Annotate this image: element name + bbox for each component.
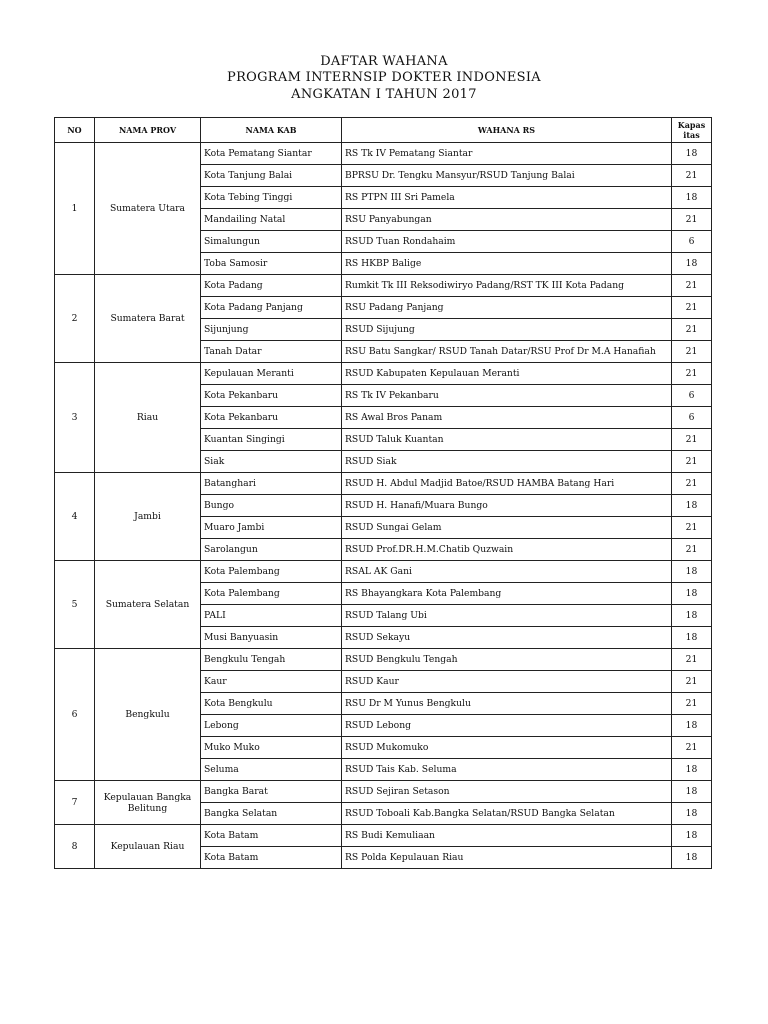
table-row <box>55 781 712 803</box>
cell-kabupaten: Bangka Selatan <box>201 803 342 825</box>
cell-province: Sumatera Selatan <box>95 561 201 649</box>
cell-kabupaten: Simalungun <box>201 231 342 253</box>
cell-kapasitas: 18 <box>672 825 712 847</box>
cell-wahana-rs: RSU Dr M Yunus Bengkulu <box>342 693 672 715</box>
cell-kabupaten: Kota Pekanbaru <box>201 407 342 429</box>
table-row <box>55 649 712 671</box>
cell-kapasitas: 18 <box>672 253 712 275</box>
cell-wahana-rs: RSU Batu Sangkar/ RSUD Tanah Datar/RSU Prof Dr M.A Hanafiah <box>342 341 672 363</box>
cell-no: 2 <box>55 275 95 363</box>
cell-wahana-rs: RSUD Mukomuko <box>342 737 672 759</box>
cell-kabupaten: Kota Tanjung Balai <box>201 165 342 187</box>
cell-no: 7 <box>55 781 95 825</box>
column-header-no: NO <box>55 118 95 143</box>
cell-kapasitas: 6 <box>672 385 712 407</box>
cell-kapasitas: 21 <box>672 275 712 297</box>
cell-province: Kepulauan Riau <box>95 825 201 869</box>
cell-kabupaten: Muko Muko <box>201 737 342 759</box>
cell-kapasitas: 21 <box>672 363 712 385</box>
column-header-rs: WAHANA RS <box>342 118 672 143</box>
cell-kapasitas: 18 <box>672 583 712 605</box>
table-body <box>55 143 712 869</box>
cell-kapasitas: 18 <box>672 847 712 869</box>
cell-kabupaten: Kota Palembang <box>201 583 342 605</box>
cell-kapasitas: 21 <box>672 341 712 363</box>
cell-wahana-rs: RSUD Sekayu <box>342 627 672 649</box>
cell-kabupaten: Lebong <box>201 715 342 737</box>
document-subtitle: PROGRAM INTERNSIP DOKTER INDONESIA <box>227 70 541 85</box>
cell-wahana-rs: RS Polda Kepulauan Riau <box>342 847 672 869</box>
cell-wahana-rs: RSUD Tais Kab. Seluma <box>342 759 672 781</box>
cell-wahana-rs: RSU Panyabungan <box>342 209 672 231</box>
cell-kapasitas: 21 <box>672 473 712 495</box>
cell-kabupaten: Kota Batam <box>201 847 342 869</box>
cell-kapasitas: 21 <box>672 451 712 473</box>
cell-kapasitas: 18 <box>672 561 712 583</box>
table-row <box>55 143 712 165</box>
column-header-kapasitas: Kapas itas <box>672 118 712 143</box>
cell-kabupaten: Bengkulu Tengah <box>201 649 342 671</box>
cell-wahana-rs: RSUD Kaur <box>342 671 672 693</box>
table-row <box>55 275 712 297</box>
cell-wahana-rs: RS Budi Kemuliaan <box>342 825 672 847</box>
cell-kabupaten: Kota Pekanbaru <box>201 385 342 407</box>
cell-wahana-rs: RSUD H. Abdul Madjid Batoe/RSUD HAMBA Batang Hari <box>342 473 672 495</box>
cell-kabupaten: Muaro Jambi <box>201 517 342 539</box>
cell-wahana-rs: RSU Padang Panjang <box>342 297 672 319</box>
cell-wahana-rs: RS Tk IV Pematang Siantar <box>342 143 672 165</box>
cell-kapasitas: 18 <box>672 187 712 209</box>
cell-kabupaten: Kaur <box>201 671 342 693</box>
cell-province: Sumatera Utara <box>95 143 201 275</box>
cell-kabupaten: Kota Palembang <box>201 561 342 583</box>
cell-kapasitas: 18 <box>672 495 712 517</box>
cell-kapasitas: 18 <box>672 715 712 737</box>
cell-wahana-rs: RSUD Sijujung <box>342 319 672 341</box>
cell-wahana-rs: RSUD Talang Ubi <box>342 605 672 627</box>
cell-kabupaten: PALI <box>201 605 342 627</box>
cell-kabupaten: Musi Banyuasin <box>201 627 342 649</box>
cell-wahana-rs: RSUD Bengkulu Tengah <box>342 649 672 671</box>
cell-kabupaten: Kota Padang <box>201 275 342 297</box>
cell-province: Sumatera Barat <box>95 275 201 363</box>
cell-wahana-rs: RSAL AK Gani <box>342 561 672 583</box>
cell-kabupaten: Kota Padang Panjang <box>201 297 342 319</box>
cell-kapasitas: 18 <box>672 781 712 803</box>
cell-province: Riau <box>95 363 201 473</box>
cell-wahana-rs: RSUD Sungai Gelam <box>342 517 672 539</box>
cell-wahana-rs: Rumkit Tk III Reksodiwiryo Padang/RST TK III Kota Padang <box>342 275 672 297</box>
cell-kabupaten: Batanghari <box>201 473 342 495</box>
cell-wahana-rs: RSUD H. Hanafi/Muara Bungo <box>342 495 672 517</box>
cell-kapasitas: 21 <box>672 209 712 231</box>
cell-kabupaten: Sarolangun <box>201 539 342 561</box>
cell-kabupaten: Kota Pematang Siantar <box>201 143 342 165</box>
cell-wahana-rs: RS Tk IV Pekanbaru <box>342 385 672 407</box>
cell-no: 4 <box>55 473 95 561</box>
cell-kabupaten: Mandailing Natal <box>201 209 342 231</box>
cell-kabupaten: Sijunjung <box>201 319 342 341</box>
table-row <box>55 561 712 583</box>
cell-kabupaten: Bungo <box>201 495 342 517</box>
table-header-row <box>55 118 712 143</box>
table-row <box>55 363 712 385</box>
cell-no: 1 <box>55 143 95 275</box>
cell-kapasitas: 18 <box>672 627 712 649</box>
cell-kabupaten: Tanah Datar <box>201 341 342 363</box>
table-row <box>55 825 712 847</box>
cell-no: 3 <box>55 363 95 473</box>
cell-kabupaten: Kota Batam <box>201 825 342 847</box>
cell-wahana-rs: RSUD Siak <box>342 451 672 473</box>
cell-wahana-rs: RS Awal Bros Panam <box>342 407 672 429</box>
cell-kapasitas: 18 <box>672 803 712 825</box>
document-title: DAFTAR WAHANA <box>320 54 448 69</box>
cell-wahana-rs: RSUD Taluk Kuantan <box>342 429 672 451</box>
cell-kapasitas: 21 <box>672 671 712 693</box>
cell-wahana-rs: BPRSU Dr. Tengku Mansyur/RSUD Tanjung Balai <box>342 165 672 187</box>
cell-wahana-rs: RSUD Prof.DR.H.M.Chatib Quzwain <box>342 539 672 561</box>
cell-wahana-rs: RSUD Tuan Rondahaim <box>342 231 672 253</box>
cell-kapasitas: 6 <box>672 407 712 429</box>
cell-kapasitas: 21 <box>672 737 712 759</box>
document-cohort: ANGKATAN I TAHUN 2017 <box>291 87 477 102</box>
cell-kabupaten: Seluma <box>201 759 342 781</box>
cell-wahana-rs: RS PTPN III Sri Pamela <box>342 187 672 209</box>
cell-wahana-rs: RSUD Kabupaten Kepulauan Meranti <box>342 363 672 385</box>
table-row <box>55 473 712 495</box>
cell-kapasitas: 21 <box>672 517 712 539</box>
cell-wahana-rs: RS HKBP Balige <box>342 253 672 275</box>
cell-kapasitas: 21 <box>672 297 712 319</box>
cell-kabupaten: Kuantan Singingi <box>201 429 342 451</box>
column-header-prov: NAMA PROV <box>95 118 201 143</box>
cell-kapasitas: 21 <box>672 429 712 451</box>
cell-province: Kepulauan Bangka Belitung <box>95 781 201 825</box>
cell-kapasitas: 21 <box>672 319 712 341</box>
cell-kapasitas: 6 <box>672 231 712 253</box>
cell-no: 5 <box>55 561 95 649</box>
cell-kabupaten: Kota Bengkulu <box>201 693 342 715</box>
cell-no: 6 <box>55 649 95 781</box>
cell-kabupaten: Bangka Barat <box>201 781 342 803</box>
cell-kapasitas: 18 <box>672 143 712 165</box>
wahana-table <box>54 117 712 869</box>
cell-province: Bengkulu <box>95 649 201 781</box>
cell-kapasitas: 21 <box>672 693 712 715</box>
cell-kabupaten: Kota Tebing Tinggi <box>201 187 342 209</box>
cell-province: Jambi <box>95 473 201 561</box>
column-header-kab: NAMA KAB <box>201 118 342 143</box>
cell-kapasitas: 21 <box>672 539 712 561</box>
cell-wahana-rs: RSUD Toboali Kab.Bangka Selatan/RSUD Bangka Selatan <box>342 803 672 825</box>
cell-kapasitas: 18 <box>672 759 712 781</box>
cell-kapasitas: 21 <box>672 649 712 671</box>
cell-kapasitas: 18 <box>672 605 712 627</box>
cell-no: 8 <box>55 825 95 869</box>
cell-wahana-rs: RS Bhayangkara Kota Palembang <box>342 583 672 605</box>
cell-wahana-rs: RSUD Sejiran Setason <box>342 781 672 803</box>
cell-kabupaten: Toba Samosir <box>201 253 342 275</box>
cell-kabupaten: Kepulauan Meranti <box>201 363 342 385</box>
cell-kabupaten: Siak <box>201 451 342 473</box>
cell-wahana-rs: RSUD Lebong <box>342 715 672 737</box>
cell-kapasitas: 21 <box>672 165 712 187</box>
